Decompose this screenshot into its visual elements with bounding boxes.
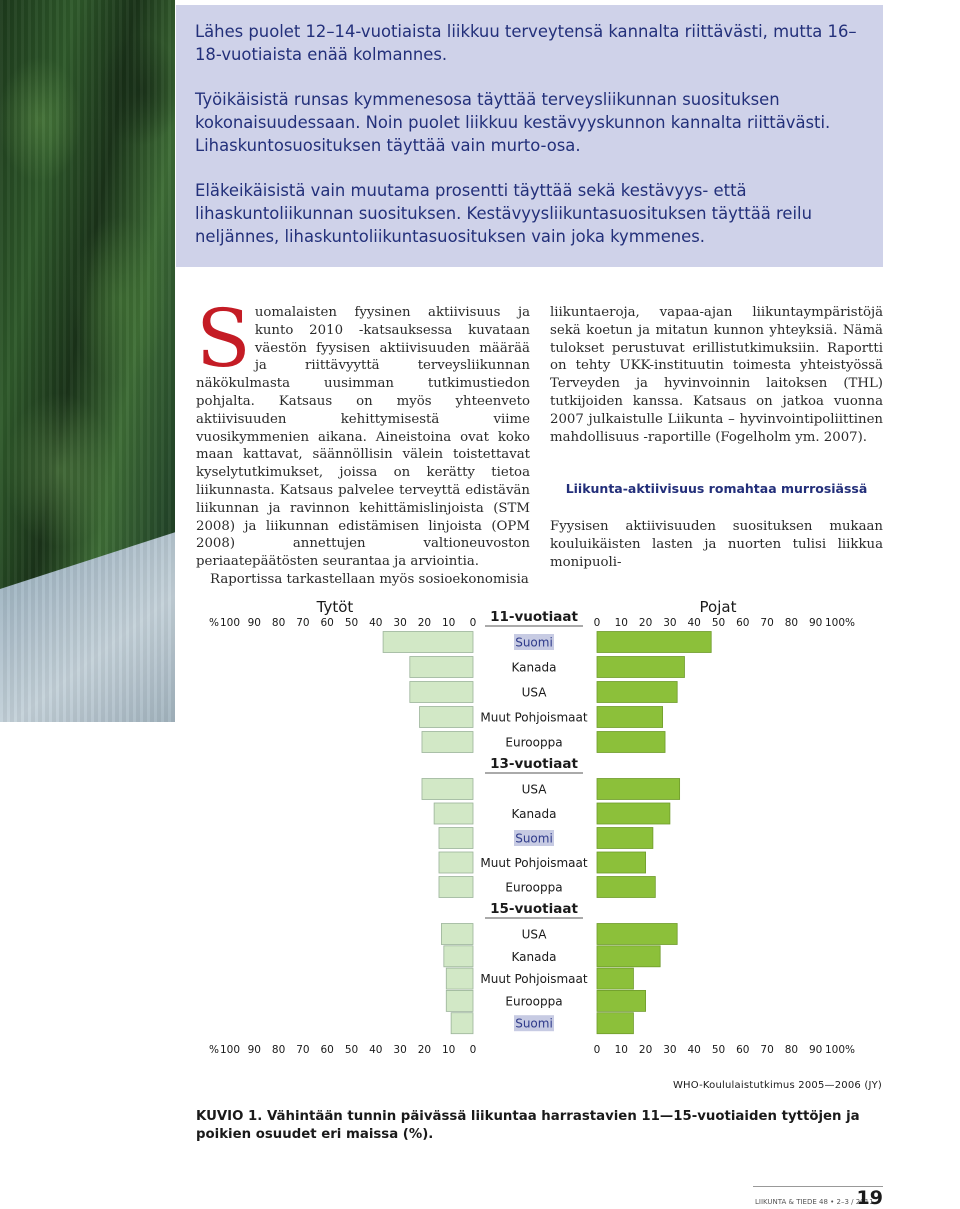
age-group-label: 11-vuotiaat (490, 609, 578, 625)
country-label: Suomi (515, 1016, 553, 1031)
bottom-axis-right-tick: 70 (760, 1044, 774, 1056)
bottom-axis-right-tick: 90 (809, 1044, 823, 1056)
bar-pojat (597, 1013, 633, 1034)
article-intro-text: uomalaisten fyysinen aktiivisuus ja kunto 2010 -katsauksessa kuvataan väestön fyysisen aktiivisuuden määrää ja riittävyyttä terveysliikunnan näkökulmasta uusimman tutkimustiedon pohjalta. Katsaus on myös yhteenveto aktiivisuuden kehittymisestä viime vuosikymmenien aikana. Aineistoina ovat koko maan kattavat, säännöllisin välein toistettavat kyselytutkimukset, joissa on kerätty tietoa liikunnasta. Katsaus palvelee terveyttä edistävän liikunnan ja ravinnon kehittämislinjoista (STM 2008) ja liikunnan edistämisen linjoista (OPM 2008) annettujen valtioneuvoston periaatepäätösten seurantaa ja arviointia. (196, 305, 530, 570)
bar-pojat (597, 877, 655, 898)
top-axis-left-tick: 60 (320, 617, 334, 629)
top-axis-left-tick: 50 (344, 617, 359, 629)
country-label: Eurooppa (505, 994, 563, 1009)
bar-tytot (434, 803, 473, 824)
top-axis-left-tick: 100 (219, 617, 241, 629)
top-axis-left-tick: 0 (469, 617, 477, 629)
activity-pyramid-chart (195, 590, 865, 1070)
bar-pojat (597, 924, 677, 945)
article-subheading: Liikunta-aktiivisuus romahtaa murrosiässä (565, 481, 868, 497)
bottom-axis-right-tick: 40 (687, 1044, 701, 1056)
bottom-axis-percent-sign: % (209, 1044, 219, 1056)
bottom-axis-right-tick: 50 (711, 1044, 726, 1056)
top-axis-right-tick: 10 (614, 617, 628, 629)
age-group-label: 15-vuotiaat (490, 901, 578, 917)
top-axis-right-tick: 0 (593, 617, 601, 629)
bottom-axis-left-tick: 60 (320, 1044, 334, 1056)
top-axis-left-tick: 10 (442, 617, 456, 629)
age-group-label: 13-vuotiaat (490, 756, 578, 772)
country-label: Suomi (515, 831, 553, 846)
country-label: Suomi (515, 635, 553, 650)
bar-tytot (422, 779, 473, 800)
bottom-axis-left-tick: 20 (417, 1044, 432, 1056)
article-right-column (550, 304, 883, 572)
bottom-axis-right-tick: 20 (638, 1044, 653, 1056)
bottom-axis-left-tick: 40 (369, 1044, 383, 1056)
article-right-text: liikuntaeroja, vapaa-ajan liikuntaympäristöjä sekä koetun ja mitatun kunnon yhteyksiä. Nämä tulokset perustuvat erillistutkimuksiin. Raportti on tehty UKK-instituutin toimesta yhteistyössä Terveyden ja hyvinvoinnin laitoksen (THL) tutkijoiden kanssa. Katsaus on jatkoa vuonna 2007 julkaistulle Liikunta – hyvinvointipoliittinen mahdollisuus -raportille (Fogelholm ym. 2007). (550, 305, 883, 445)
summary-paragraph-retirees: Eläkeikäisistä vain muutama prosentti täyttää sekä kestävyys- että lihaskuntoliikunnan suosituksen. Kestävyysliikuntasuosituksen täyttää reilu neljännes, lihaskuntoliikuntasuosituksen vain joka kymmenes. (195, 181, 812, 246)
cover-photo-forest-road (0, 0, 175, 722)
bar-tytot (439, 852, 473, 873)
summary-paragraph-youth: Lähes puolet 12–14-vuotiaista liikkuu terveytensä kannalta riittävästi, mutta 16–18-vuotiaista enää kolmannes. (195, 22, 857, 64)
bottom-axis-right-tick: 80 (784, 1044, 799, 1056)
top-axis-left-tick: 40 (369, 617, 383, 629)
top-axis-right-tick: 60 (736, 617, 750, 629)
top-axis-left-tick: 70 (296, 617, 310, 629)
drop-cap: S (196, 292, 251, 385)
country-label: Kanada (511, 660, 557, 675)
bottom-axis-right-tick: 0 (593, 1044, 601, 1056)
top-axis-right-tick: 20 (638, 617, 653, 629)
bottom-axis-right-tick: 60 (736, 1044, 750, 1056)
summary-paragraph-working-age: Työikäisistä runsas kymmenesosa täyttää terveysliikunnan suosituksen kokonaisuudessaan. Noin puolet liikkuu kestävyyskunnon kannalta riittävästi. Lihaskuntosuosituksen täyttää vain murto-osa. (195, 90, 831, 155)
bar-pojat (597, 779, 680, 800)
bottom-axis-left-tick: 50 (344, 1044, 359, 1056)
bar-tytot (451, 1013, 473, 1034)
bottom-axis-right-tick: 100% (824, 1044, 856, 1056)
article-left-column (196, 292, 530, 589)
top-axis-left-tick: 30 (393, 617, 407, 629)
right-title-boys: Pojat (699, 598, 737, 616)
country-label: USA (521, 782, 547, 797)
page-footer (753, 1186, 883, 1209)
bar-pojat (597, 632, 711, 653)
top-axis-right-tick: 50 (711, 617, 726, 629)
top-axis-right-tick: 70 (760, 617, 774, 629)
country-label: Muut Pohjoismaat (480, 710, 588, 725)
bar-tytot (410, 657, 473, 678)
article-left-continuation: Raportissa tarkastellaan myös sosioekonomisia (210, 571, 529, 587)
bar-pojat (597, 657, 684, 678)
bar-tytot (422, 732, 473, 753)
bottom-axis-left-tick: 90 (247, 1044, 261, 1056)
bottom-axis-left-tick: 70 (296, 1044, 310, 1056)
article-right-continuation: Fyysisen aktiivisuuden suosituksen mukaan kouluikäisten lasten ja nuorten tulisi liikkua monipuoli- (550, 519, 883, 570)
bottom-axis-right-tick: 10 (614, 1044, 628, 1056)
top-axis-right-tick: 30 (663, 617, 677, 629)
summary-box (176, 5, 883, 267)
bar-tytot (420, 707, 473, 728)
bar-tytot (439, 828, 473, 849)
top-axis-right-tick: 100% (824, 617, 856, 629)
bar-pojat (597, 990, 646, 1011)
bar-pojat (597, 828, 653, 849)
figure-caption: KUVIO 1. Vähintään tunnin päivässä liikuntaa harrastavien 11—15-vuotiaiden tyttöjen ja poikien osuudet eri maissa (%). (196, 1109, 860, 1142)
top-axis-left-tick: 20 (417, 617, 432, 629)
country-label: Eurooppa (505, 735, 563, 750)
chart-source: WHO-Koululaistutkimus 2005—2006 (JY) (672, 1080, 882, 1091)
bar-pojat (597, 852, 646, 873)
bar-tytot (441, 924, 473, 945)
bottom-axis-left-tick: 80 (271, 1044, 286, 1056)
journal-name: LIIKUNTA & TIEDE 48 • 2–3 / 2011 (755, 1198, 874, 1206)
bottom-axis-right-tick: 30 (663, 1044, 677, 1056)
country-label: Muut Pohjoismaat (480, 972, 588, 987)
bar-tytot (439, 877, 473, 898)
country-label: USA (521, 685, 547, 700)
left-title-girls: Tytöt (316, 598, 354, 616)
bar-tytot (446, 990, 473, 1011)
bar-pojat (597, 946, 660, 967)
bar-pojat (597, 803, 670, 824)
bar-pojat (597, 732, 665, 753)
country-label: Kanada (511, 807, 557, 821)
bottom-axis-left-tick: 100 (219, 1044, 241, 1056)
page-number: 19 (856, 1187, 883, 1209)
bar-tytot (446, 968, 473, 989)
bottom-axis-left-tick: 30 (393, 1044, 407, 1056)
top-axis-right-tick: 40 (687, 617, 701, 629)
top-axis-left-tick: 90 (247, 617, 261, 629)
bar-pojat (597, 682, 677, 703)
country-label: Muut Pohjoismaat (480, 856, 588, 870)
bar-pojat (597, 968, 633, 989)
photo-motion-blur (0, 0, 175, 722)
top-axis-percent-sign: % (209, 617, 219, 629)
top-axis-right-tick: 90 (809, 617, 823, 629)
country-label: USA (521, 927, 547, 942)
country-label: Kanada (511, 949, 557, 964)
bar-pojat (597, 707, 663, 728)
bar-tytot (410, 682, 473, 703)
chart-svg (195, 590, 865, 1070)
bar-tytot (444, 946, 473, 967)
bottom-axis-left-tick: 10 (442, 1044, 456, 1056)
country-label: Eurooppa (505, 880, 563, 895)
bottom-axis-left-tick: 0 (469, 1044, 477, 1056)
top-axis-left-tick: 80 (271, 617, 286, 629)
bar-tytot (383, 632, 473, 653)
top-axis-right-tick: 80 (784, 617, 799, 629)
